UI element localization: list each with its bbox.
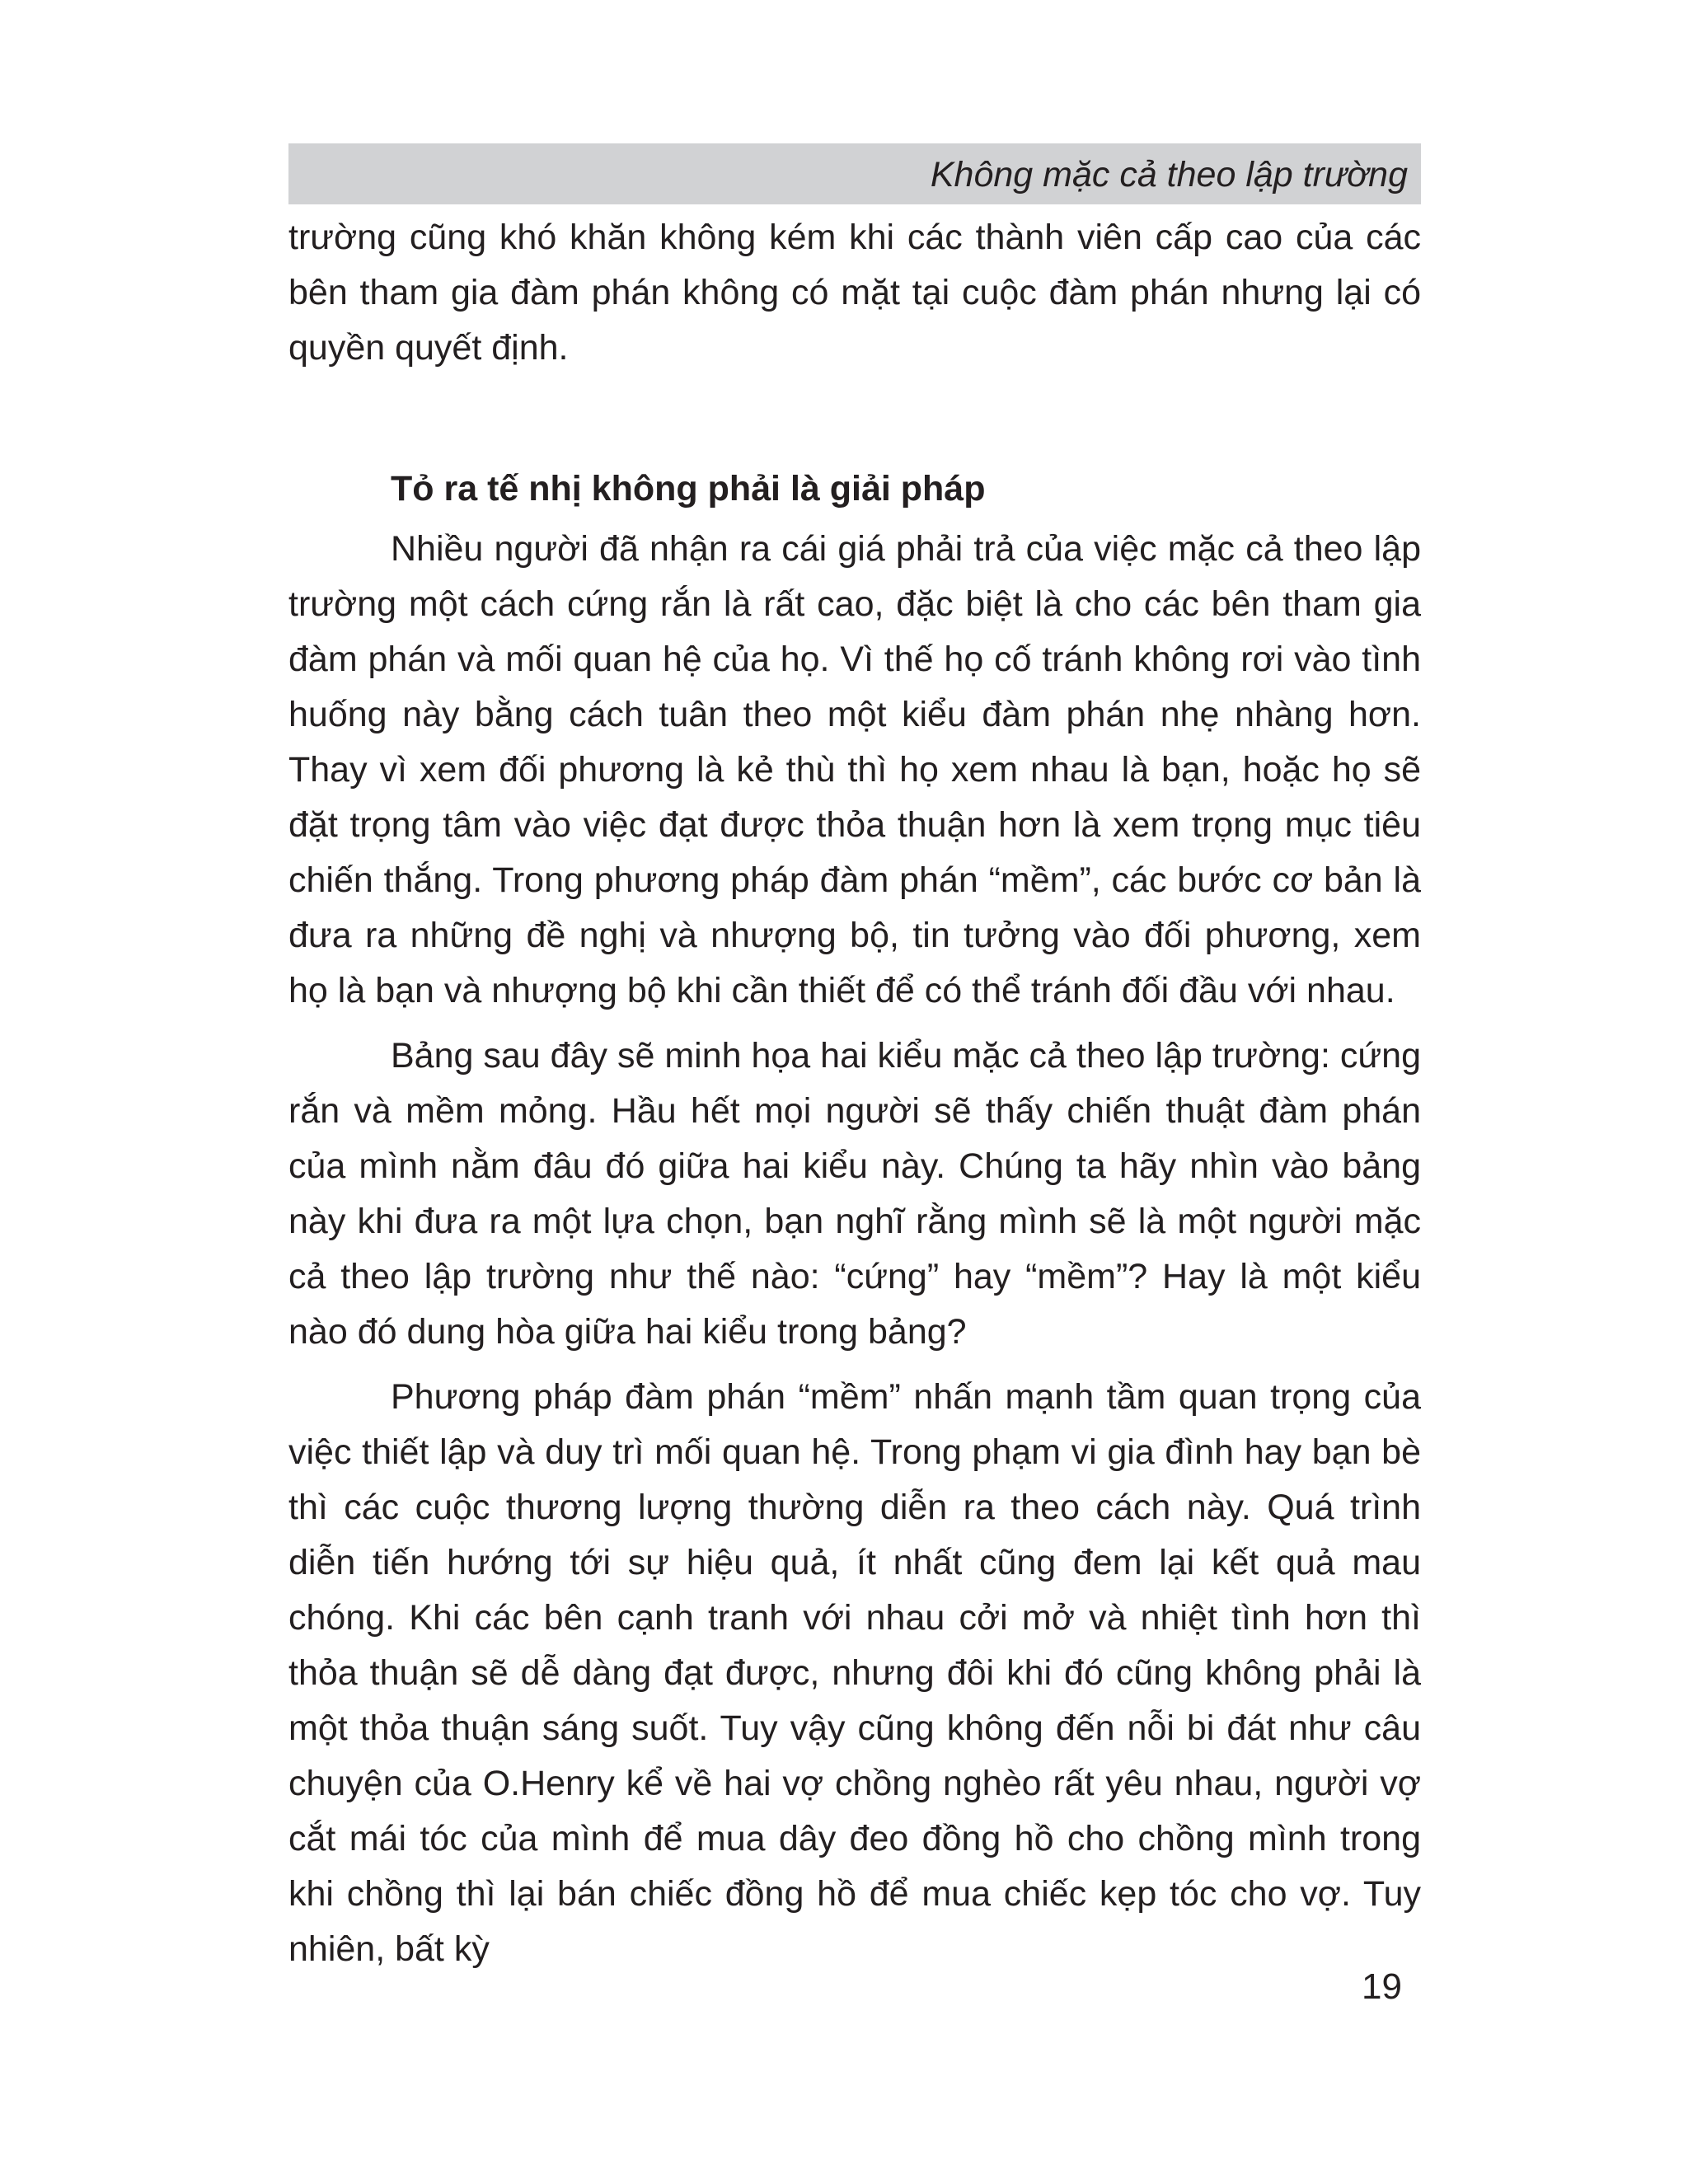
body-text-column — [288, 210, 1421, 1977]
section-heading: Tỏ ra tế nhị không phải là giải pháp — [391, 469, 986, 509]
running-header-title: Không mặc cả theo lập trường — [930, 155, 1408, 194]
page-number: 19 — [1362, 1966, 1402, 2007]
running-header-bar — [288, 143, 1421, 204]
paragraph-relationship-emphasis: Phương pháp đàm phán “mềm” nhấn mạnh tầm quan trọng của việc thiết lập và duy trì mối quan hệ. Trong phạm vi gia đình hay bạn bè thì các cuộc thương lượng thường diễn ra theo cách này. Quá trình diễn tiến hướng tới sự hiệu quả, ít nhất cũng đem lại kết quả mau chóng. Khi các bên cạnh tranh với nhau cởi mở và nhiệt tình hơn thì thỏa thuận sẽ dễ dàng đạt được, nhưng đôi khi đó cũng không phải là một thỏa thuận sáng suốt. Tuy vậy cũng không đến nỗi bi đát như câu chuyện của O.Henry kể về hai vợ chồng nghèo rất yêu nhau, người vợ cắt mái tóc của mình để mua dây đeo đồng hồ cho chồng mình trong khi chồng thì lại bán chiếc đồng hồ để mua chiếc kẹp tóc cho vợ. Tuy nhiên, bất kỳ — [288, 1377, 1421, 1969]
continued-paragraph: trường cũng khó khăn không kém khi các thành viên cấp cao của các bên tham gia đàm phán không có mặt tại cuộc đàm phán nhưng lại có quyền quyết định. — [288, 218, 1421, 368]
paragraph-soft-negotiation: Nhiều người đã nhận ra cái giá phải trả của việc mặc cả theo lập trường một cách cứng rắn là rất cao, đặc biệt là cho các bên tham gia đàm phán và mối quan hệ của họ. Vì thế họ cố tránh không rơi vào tình huống này bằng cách tuân theo một kiểu đàm phán nhẹ nhàng hơn. Thay vì xem đối phương là kẻ thù thì họ xem nhau là bạn, hoặc họ sẽ đặt trọng tâm vào việc đạt được thỏa thuận hơn là xem trọng mục tiêu chiến thắng. Trong phương pháp đàm phán “mềm”, các bước cơ bản là đưa ra những đề nghị và nhượng bộ, tin tưởng vào đối phương, xem họ là bạn và nhượng bộ khi cần thiết để có thể tránh đối đầu với nhau. — [288, 529, 1421, 1010]
paragraph-table-intro: Bảng sau đây sẽ minh họa hai kiểu mặc cả theo lập trường: cứng rắn và mềm mỏng. Hầu hết mọi người sẽ thấy chiến thuật đàm phán của mình nằm đâu đó giữa hai kiểu này. Chúng ta hãy nhìn vào bảng này khi đưa ra một lựa chọn, bạn nghĩ rằng mình sẽ là một người mặc cả theo lập trường như thế nào: “cứng” hay “mềm”? Hay là một kiểu nào đó dung hòa giữa hai kiểu trong bảng? — [288, 1036, 1421, 1352]
